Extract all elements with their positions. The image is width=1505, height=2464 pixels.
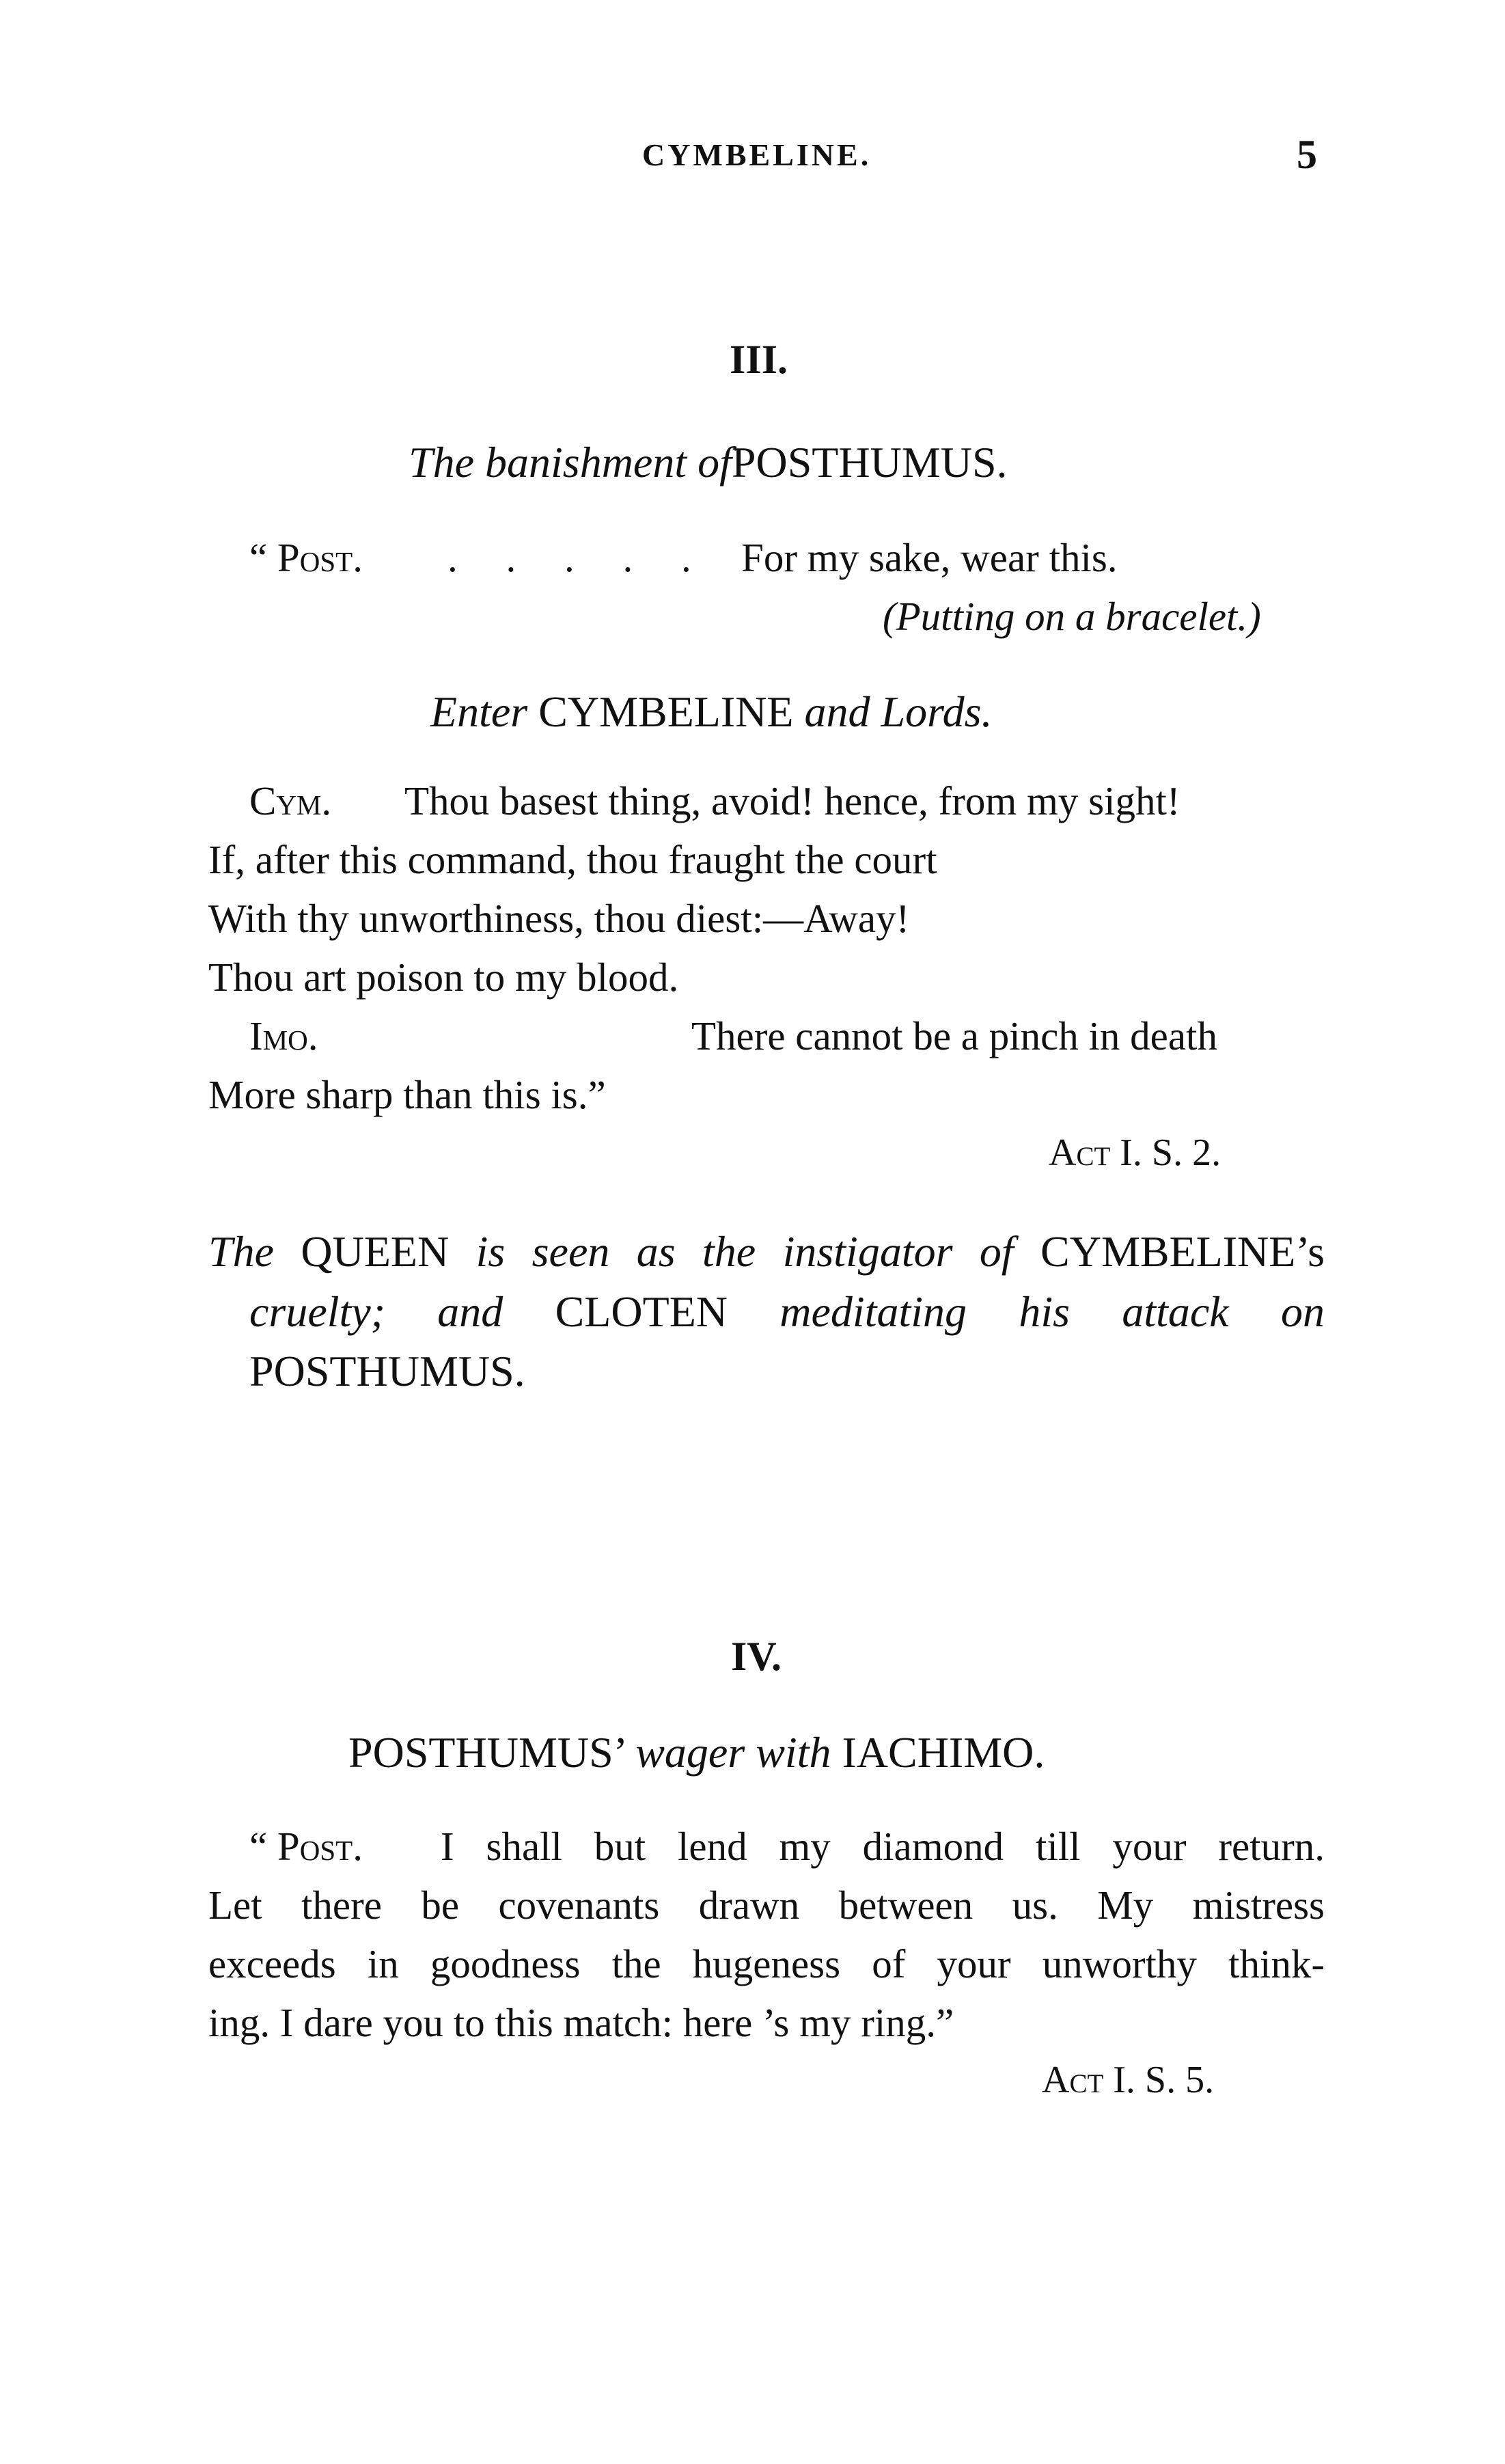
cym-line-1: Thou basest thing, avoid! hence, from my sight! [404,778,1180,823]
desc-word: QUEEN [301,1227,450,1276]
stage-direction [883,593,1261,640]
enter-direction [430,687,993,737]
desc-word: his [1019,1287,1071,1336]
cym-line-4: Thou art poison to my blood. [208,955,679,1000]
post-speaker-iv [249,1823,363,1870]
page-number: 5 [1297,132,1317,177]
title-name: POSTHUMUS. [731,438,1008,487]
desc-word: CLOTEN [555,1287,728,1336]
cym-speaker [249,778,331,825]
speech-post-speaker [249,534,363,581]
title-name-posthumus: POSTHUMUS’ [348,1728,625,1777]
imo-line-1: There cannot be a pinch in death [691,1013,1217,1058]
title-italic: The banishment of [409,438,732,487]
title-italic: wager with [635,1728,831,1777]
citation-act1-s5: Act I. S. 5. [1042,2059,1215,2101]
section-numeral-iii: III. [730,337,788,382]
stage-direction-text: (Putting on a bracelet.) [883,594,1261,639]
speaker-cym: Cym. [249,778,332,823]
cym-line-3: With thy unworthiness, thou diest:—Away! [208,896,910,941]
desc-word: on [1281,1287,1325,1336]
section-iii-title [409,437,1008,488]
post-line-4: ing. I dare you to this match: here ’s my ring.” [208,2000,954,2045]
section-iv-title [348,1727,1045,1778]
running-title: CYMBELINE. [642,137,872,172]
description-line-2 [249,1287,1325,1337]
imo-speaker [249,1013,318,1060]
imo-line-2: More sharp than this is.” [208,1072,606,1117]
enter-name: CYMBELINE [538,687,794,736]
cym-line-2: If, after this command, thou fraught the court [208,837,937,882]
description-line-3: POSTHUMUS. [249,1347,525,1395]
description-line-1 [208,1227,1325,1277]
speaker-imo: Imo. [249,1013,318,1058]
speaker-post: “ Post. [249,535,363,580]
section-numeral-iv: IV. [731,1634,782,1679]
speech-post-text: For my sake, wear this. [741,535,1118,580]
post-line-2: Let there be covenants drawn between us. My mistress [208,1883,1325,1928]
desc-word: is seen as the instigator of [475,1227,1014,1276]
enter-rest: and Lords. [804,687,993,736]
speaker-post: “ Post. [249,1824,363,1869]
desc-word: The [208,1227,274,1276]
post-line-3: exceeds in goodness the hugeness of your unworthy think- [208,1941,1325,1986]
desc-word: CYMBELINE’s [1040,1227,1325,1276]
post-line-1: I shall but lend my diamond till your return. [441,1824,1325,1869]
enter-word: Enter [430,687,528,736]
title-name-iachimo: IACHIMO. [842,1728,1045,1777]
desc-word: attack [1122,1287,1229,1336]
citation-act1-s2: Act I. S. 2. [1049,1132,1221,1174]
desc-word: and [437,1287,503,1336]
speech-dots: . . . . . [447,535,710,580]
desc-word: meditating [779,1287,967,1336]
desc-word: cruelty; [249,1287,385,1336]
